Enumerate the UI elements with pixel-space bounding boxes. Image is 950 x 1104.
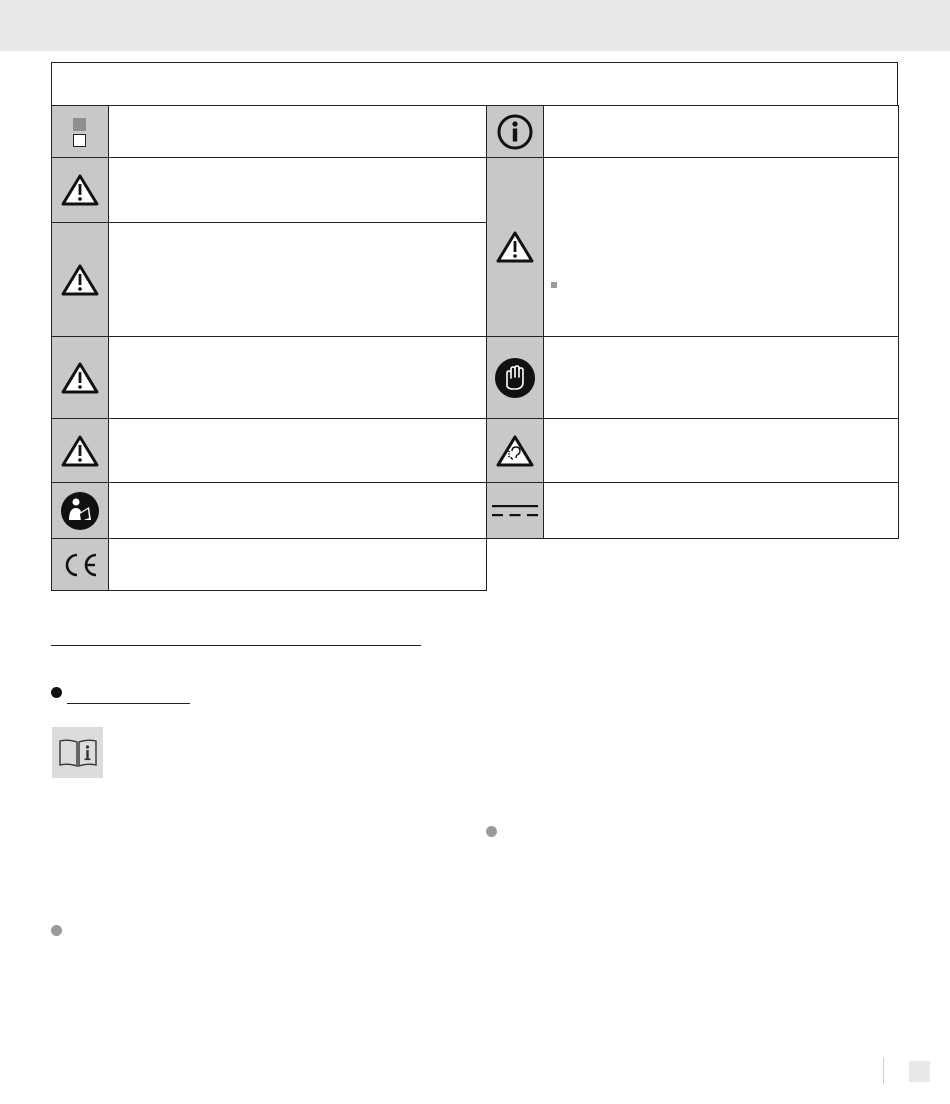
list-bullet (551, 282, 557, 288)
symbol-row-manual (51, 482, 487, 539)
ce-mark-icon (52, 539, 109, 590)
symbol-row-ce (51, 538, 487, 591)
symbols-table-header (51, 62, 898, 106)
symbol-row-warning-1 (51, 157, 487, 223)
read-manual-icon (52, 483, 109, 538)
color-swatch-icon (52, 106, 109, 157)
symbol-row-warning-2 (51, 222, 487, 337)
warning-icon (52, 223, 109, 336)
info-icon (487, 106, 544, 157)
hearing-hazard-icon (487, 419, 544, 482)
section-bullet-grey (486, 826, 497, 837)
warning-icon (487, 158, 544, 336)
symbol-row-warning-5 (51, 418, 487, 483)
section-bullet (51, 687, 62, 698)
warning-icon (52, 337, 109, 418)
symbol-row-color (51, 105, 487, 158)
subsection-underline (67, 703, 190, 704)
section-bullet-grey (51, 925, 62, 936)
symbol-row-hearing (486, 418, 899, 483)
symbol-row-dc (486, 482, 899, 539)
footer-divider (883, 1058, 884, 1084)
warning-icon (52, 419, 109, 482)
symbol-row-warning-3 (486, 157, 899, 337)
symbol-row-gloves (486, 336, 899, 419)
manual-info-icon (52, 727, 103, 778)
symbol-row-info (486, 105, 899, 158)
header-band (0, 0, 950, 51)
direct-current-icon (487, 483, 544, 538)
warning-icon (52, 158, 109, 222)
gloves-icon (487, 337, 544, 418)
symbol-row-warning-4 (51, 336, 487, 419)
page-number-tab (909, 1061, 930, 1082)
section-underline (51, 645, 421, 646)
